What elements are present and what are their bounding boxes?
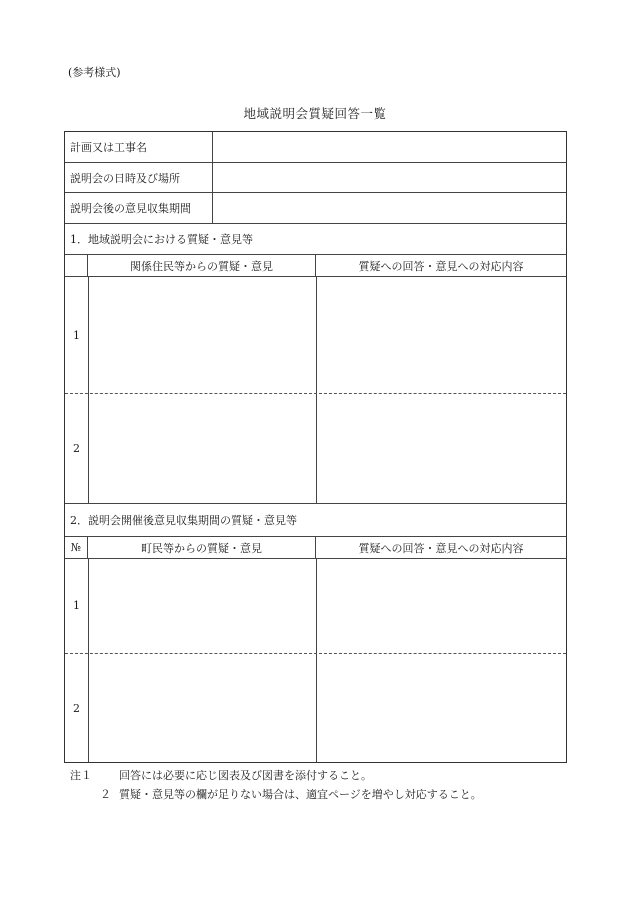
document-title: 地域説明会質疑回答一覧 (243, 106, 387, 121)
row-number: 1 (73, 329, 80, 342)
section1-column-header (65, 255, 566, 277)
note-prefix: ２ (100, 788, 111, 801)
notes (70, 766, 482, 804)
row-number: 2 (73, 442, 80, 455)
info-row-project-name (65, 132, 566, 163)
row-divider-dashed (65, 653, 566, 654)
info-label: 説明会後の意見収集期間 (65, 193, 213, 223)
row-number: 2 (73, 702, 80, 715)
column-divider (88, 559, 89, 762)
info-value-project-name[interactable] (207, 132, 566, 162)
column-header-no (65, 255, 88, 276)
column-header-answer: 質疑への回答・意見への対応内容 (358, 541, 524, 555)
info-value-date-place[interactable] (207, 163, 566, 192)
column-divider (316, 559, 317, 762)
section2-title: 2．説明会開催後意見収集期間の質疑・意見等 (70, 513, 297, 527)
info-label: 説明会の日時及び場所 (65, 163, 213, 192)
column-divider (88, 277, 89, 503)
column-header-no: № (65, 537, 88, 558)
note-prefix: 注１ (70, 769, 92, 782)
info-label: 計画又は工事名 (65, 132, 213, 162)
section2-header (65, 503, 566, 537)
row-divider-dashed (65, 393, 566, 394)
column-header-question: 関係住民等からの質疑・意見 (88, 255, 316, 276)
note-item (70, 766, 482, 785)
section1-title: 1．地域説明会における質疑・意見等 (70, 233, 253, 246)
info-value-collection-period[interactable] (207, 193, 566, 223)
column-header-answer: 質疑への回答・意見への対応内容 (358, 259, 524, 273)
reference-label: (参考様式) (68, 66, 121, 79)
note-text: 回答には必要に応じ図表及び図書を添付すること。 (119, 769, 372, 782)
section1-header (65, 224, 566, 255)
note-item (86, 785, 482, 804)
column-header-question: 町民等からの質疑・意見 (88, 537, 316, 558)
info-row-collection-period (65, 193, 566, 224)
form-table (64, 131, 567, 763)
section2-column-header (65, 537, 566, 559)
info-row-date-place (65, 163, 566, 193)
note-text: 質疑・意見等の欄が足りない場合は、適宜ページを増やし対応すること。 (119, 788, 482, 801)
row-number: 1 (73, 599, 80, 612)
column-divider (316, 277, 317, 503)
